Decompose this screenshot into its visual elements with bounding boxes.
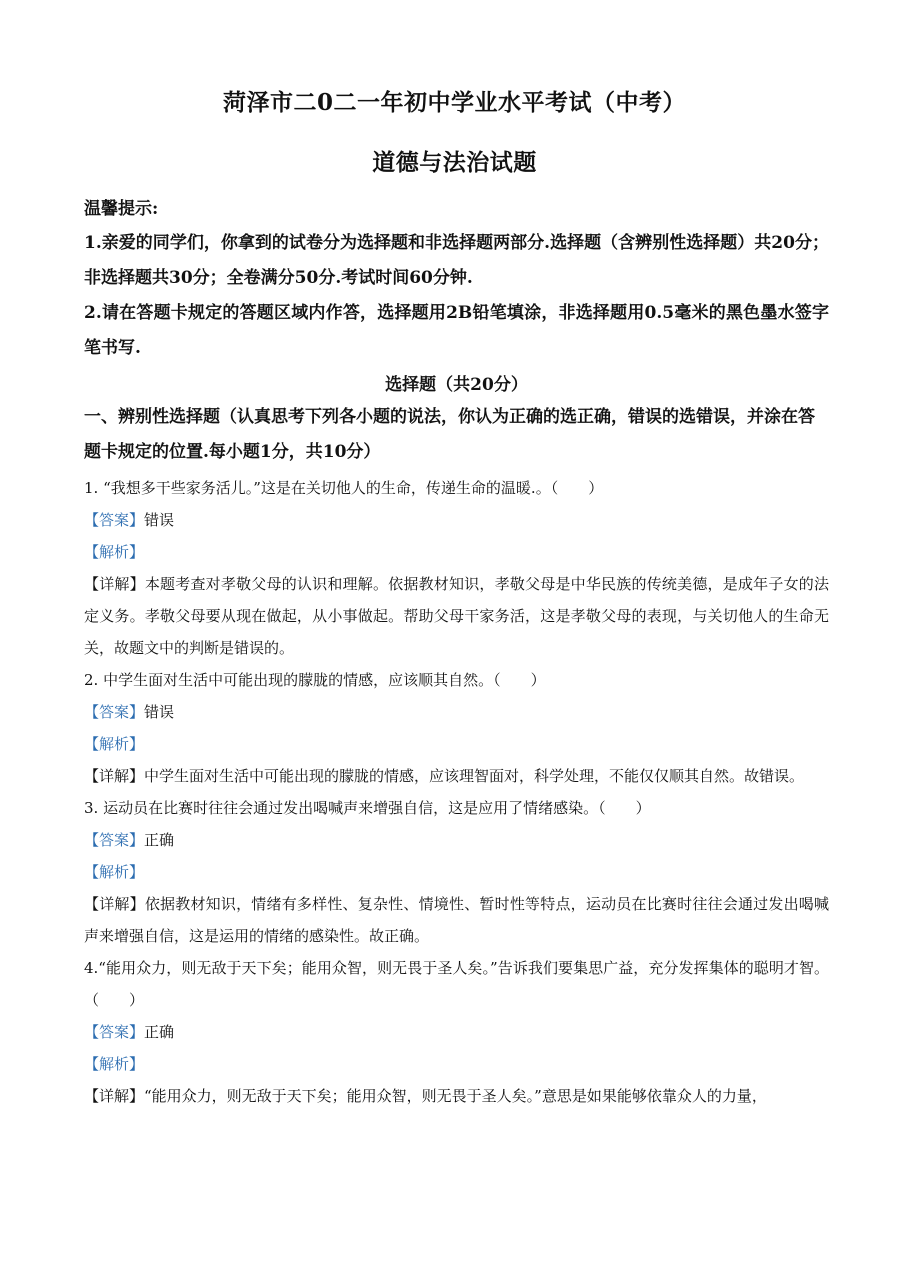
answer-value: 错误 — [144, 703, 175, 721]
answer-tag: 【答案】 — [84, 831, 145, 849]
detail-line — [84, 568, 829, 664]
detail-tag: 【详解】 — [84, 767, 145, 785]
answer-tag: 【答案】 — [84, 703, 145, 721]
detail-tag: 【详解】 — [84, 1087, 145, 1105]
answer-line — [84, 1016, 829, 1048]
answer-tag: 【答案】 — [84, 1023, 145, 1041]
detail-tag: 【详解】 — [84, 895, 145, 913]
question-stem: 4.“能用众力，则无敌于天下矣；能用众智，则无畏于圣人矣。”告诉我们要集思广益，充分发挥集体的聪明才智。（ ） — [84, 959, 829, 1009]
detail-line — [84, 1080, 829, 1112]
detail-line — [84, 760, 829, 792]
detail-tag: 【详解】 — [84, 575, 145, 593]
question-stem: 2. 中学生面对生活中可能出现的朦胧的情感，应该顺其自然。（ ） — [84, 671, 546, 689]
analysis-line — [84, 1048, 829, 1080]
analysis-line — [84, 728, 829, 760]
answer-tag: 【答案】 — [84, 511, 145, 529]
question-stem: 1. “我想多干些家务活儿。”这是在关切他人的生命，传递生命的温暖.。（ ） — [84, 479, 604, 497]
answer-line — [84, 504, 829, 536]
section-title: 选择题（共20分） — [385, 375, 528, 395]
detail-line — [84, 888, 829, 952]
document-body — [84, 196, 829, 1112]
exam-subtitle: 道德与法治试题 — [372, 149, 537, 176]
answer-line — [84, 824, 829, 856]
exam-title: 菏泽市二0二一年初中学业水平考试（中考） — [222, 89, 686, 116]
part-title: 一、辨别性选择题（认真思考下列各小题的说法，你认为正确的选正确，错误的选错误，并涂在答题卡规定的位置.每小题1分，共10分） — [84, 407, 815, 462]
tip-item-1: 1.亲爱的同学们，你拿到的试卷分为选择题和非选择题两部分.选择题（含辨别性选择题）共20分；非选择题共30分；全卷满分50分.考试时间60分钟. — [84, 233, 829, 288]
analysis-line — [84, 536, 829, 568]
analysis-line — [84, 856, 829, 888]
analysis-tag: 【解析】 — [84, 735, 145, 753]
answer-line — [84, 696, 829, 728]
answer-value: 正确 — [144, 831, 175, 849]
detail-text: 依据教材知识，情绪有多样性、复杂性、情境性、暂时性等特点，运动员在比赛时往往会通过发出喝喊声来增强自信，这是运用的情绪的感染性。故正确。 — [84, 895, 829, 945]
answer-value: 正确 — [144, 1023, 175, 1041]
tips-heading: 温馨提示: — [84, 199, 159, 219]
detail-text: “能用众力，则无敌于天下矣；能用众智，则无畏于圣人矣。”意思是如果能够依靠众人的力量， — [144, 1087, 767, 1105]
analysis-tag: 【解析】 — [84, 543, 145, 561]
question-stem: 3. 运动员在比赛时往往会通过发出喝喊声来增强自信，这是应用了情绪感染。（ ） — [84, 799, 651, 817]
analysis-tag: 【解析】 — [84, 1055, 145, 1073]
detail-text: 中学生面对生活中可能出现的朦胧的情感，应该理智面对，科学处理，不能仅仅顺其自然。故错误。 — [144, 767, 805, 785]
tip-item-2: 2.请在答题卡规定的答题区域内作答，选择题用2B铅笔填涂，非选择题用0.5毫米的黑色墨水签字笔书写. — [84, 303, 829, 358]
answer-value: 错误 — [144, 511, 175, 529]
detail-text: 本题考查对孝敬父母的认识和理解。依据教材知识，孝敬父母是中华民族的传统美德，是成年子女的法定义务。孝敬父母要从现在做起，从小事做起。帮助父母干家务活，这是孝敬父母的表现，与关切他人的生命无关，故题文中的判断是错误的。 — [84, 575, 829, 657]
analysis-tag: 【解析】 — [84, 863, 145, 881]
